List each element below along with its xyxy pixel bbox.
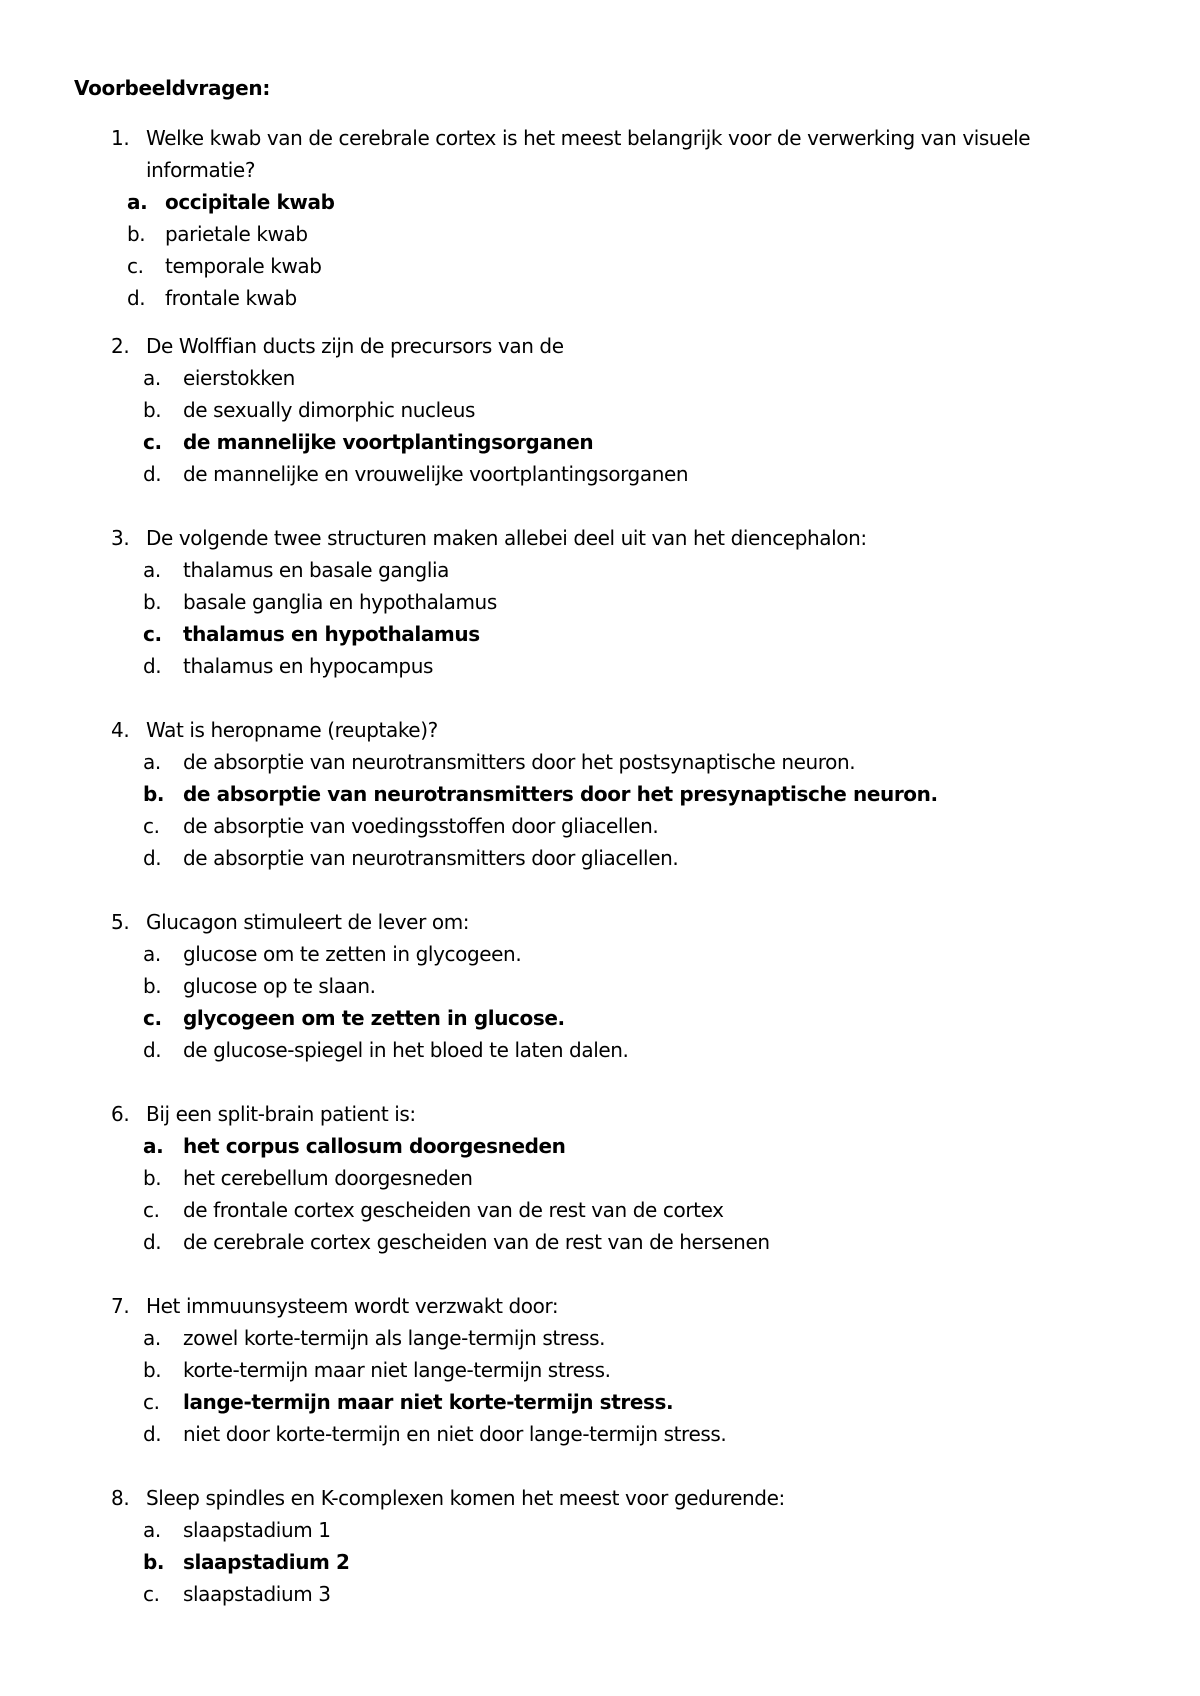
option-text: temporale kwab (165, 254, 322, 278)
option-text: de absorptie van neurotransmitters door het presynaptische neuron. (183, 782, 938, 806)
option-letter: b. (143, 590, 162, 614)
option-text: zowel korte-termijn als lange-termijn stress. (183, 1326, 606, 1350)
question-stem-row (0, 1482, 1200, 1514)
option-text: basale ganglia en hypothalamus (183, 590, 497, 614)
option-letter: c. (143, 1006, 162, 1030)
option-text: het corpus callosum doorgesneden (183, 1134, 566, 1158)
question-stem-row (0, 330, 1200, 362)
option-text: slaapstadium 3 (183, 1582, 331, 1606)
question-2 (0, 330, 1200, 490)
option-letter: d. (143, 846, 162, 870)
question-number: 8. (111, 1486, 130, 1510)
option-letter: c. (143, 814, 160, 838)
correct-answer-option (0, 778, 1200, 810)
question-5 (0, 906, 1200, 1066)
question-text: De volgende twee structuren maken allebei deel uit van het diencephalon: (146, 526, 867, 550)
option-text: eierstokken (183, 366, 295, 390)
question-number: 6. (111, 1102, 130, 1126)
option-letter: c. (143, 1582, 160, 1606)
answer-option (0, 746, 1200, 778)
option-text: slaapstadium 1 (183, 1518, 331, 1542)
question-number: 4. (111, 718, 130, 742)
answer-option (0, 1034, 1200, 1066)
answer-option (0, 1194, 1200, 1226)
answer-option (0, 218, 1200, 250)
option-text: slaapstadium 2 (183, 1550, 350, 1574)
question-stem-row (0, 522, 1200, 554)
option-text: de mannelijke voortplantingsorganen (183, 430, 594, 454)
option-text: lange-termijn maar niet korte-termijn stress. (183, 1390, 674, 1414)
option-letter: a. (143, 1326, 161, 1350)
answer-option (0, 554, 1200, 586)
answer-option (0, 1578, 1200, 1610)
question-number: 7. (111, 1294, 130, 1318)
option-letter: c. (143, 1198, 160, 1222)
answer-option (0, 650, 1200, 682)
answer-option (0, 394, 1200, 426)
option-text: de mannelijke en vrouwelijke voortplantingsorganen (183, 462, 689, 486)
option-text: glucose om te zetten in glycogeen. (183, 942, 522, 966)
answer-option (0, 282, 1200, 314)
option-text: korte-termijn maar niet lange-termijn stress. (183, 1358, 611, 1382)
option-letter: d. (143, 1038, 162, 1062)
option-letter: d. (143, 1230, 162, 1254)
answer-option (0, 1322, 1200, 1354)
option-text: de absorptie van neurotransmitters door het postsynaptische neuron. (183, 750, 856, 774)
correct-answer-option (0, 1546, 1200, 1578)
question-text: Welke kwab van de cerebrale cortex is het meest belangrijk voor de verwerking van visuele (146, 126, 1031, 150)
option-letter: b. (143, 1358, 162, 1382)
option-letter: b. (127, 222, 146, 246)
option-letter: b. (143, 398, 162, 422)
question-8 (0, 1482, 1200, 1610)
correct-answer-option (0, 186, 1200, 218)
option-letter: a. (127, 190, 148, 214)
option-letter: a. (143, 366, 161, 390)
option-letter: b. (143, 1166, 162, 1190)
correct-answer-option (0, 618, 1200, 650)
option-letter: c. (143, 1390, 160, 1414)
question-number: 1. (111, 126, 130, 150)
option-letter: d. (127, 286, 146, 310)
question-stem-row (0, 1290, 1200, 1322)
question-1 (0, 122, 1200, 314)
answer-option (0, 250, 1200, 282)
correct-answer-option (0, 1386, 1200, 1418)
answer-option (0, 810, 1200, 842)
question-3 (0, 522, 1200, 682)
question-7 (0, 1290, 1200, 1450)
option-text: thalamus en basale ganglia (183, 558, 449, 582)
option-text: de glucose-spiegel in het bloed te laten dalen. (183, 1038, 629, 1062)
option-letter: c. (143, 430, 162, 454)
option-text: glycogeen om te zetten in glucose. (183, 1006, 565, 1030)
question-number: 5. (111, 910, 130, 934)
answer-option (0, 842, 1200, 874)
option-letter: d. (143, 1422, 162, 1446)
question-text: De Wolffian ducts zijn de precursors van de (146, 334, 564, 358)
option-letter: a. (143, 558, 161, 582)
option-text: de frontale cortex gescheiden van de rest van de cortex (183, 1198, 724, 1222)
question-4 (0, 714, 1200, 874)
correct-answer-option (0, 1002, 1200, 1034)
option-text: de absorptie van neurotransmitters door gliacellen. (183, 846, 679, 870)
option-letter: a. (143, 942, 161, 966)
question-6 (0, 1098, 1200, 1258)
option-letter: d. (143, 462, 162, 486)
question-stem-row (0, 1098, 1200, 1130)
option-text: thalamus en hypocampus (183, 654, 434, 678)
answer-option (0, 1418, 1200, 1450)
correct-answer-option (0, 1130, 1200, 1162)
option-text: occipitale kwab (165, 190, 335, 214)
option-letter: a. (143, 750, 161, 774)
answer-option (0, 362, 1200, 394)
answer-option (0, 1514, 1200, 1546)
answer-option (0, 970, 1200, 1002)
option-text: de cerebrale cortex gescheiden van de rest van de hersenen (183, 1230, 770, 1254)
option-letter: c. (127, 254, 144, 278)
answer-option (0, 938, 1200, 970)
option-text: frontale kwab (165, 286, 297, 310)
answer-option (0, 586, 1200, 618)
question-text: Het immuunsysteem wordt verzwakt door: (146, 1294, 559, 1318)
question-text: Sleep spindles en K-complexen komen het meest voor gedurende: (146, 1486, 785, 1510)
page-title: Voorbeeldvragen: (74, 76, 271, 100)
question-stem-row (0, 714, 1200, 746)
question-text: Wat is heropname (reuptake)? (146, 718, 438, 742)
question-stem-row (0, 906, 1200, 938)
option-letter: c. (143, 622, 162, 646)
option-letter: b. (143, 974, 162, 998)
option-text: de absorptie van voedingsstoffen door gliacellen. (183, 814, 659, 838)
option-text: de sexually dimorphic nucleus (183, 398, 475, 422)
question-number: 2. (111, 334, 130, 358)
option-letter: a. (143, 1518, 161, 1542)
question-stem-row (0, 154, 1200, 186)
option-letter: a. (143, 1134, 164, 1158)
option-text: niet door korte-termijn en niet door lange-termijn stress. (183, 1422, 727, 1446)
option-letter: d. (143, 654, 162, 678)
question-stem-row (0, 122, 1200, 154)
option-letter: b. (143, 1550, 165, 1574)
answer-option (0, 1354, 1200, 1386)
question-text: Glucagon stimuleert de lever om: (146, 910, 470, 934)
option-text: parietale kwab (165, 222, 308, 246)
question-number: 3. (111, 526, 130, 550)
answer-option (0, 1226, 1200, 1258)
option-letter: b. (143, 782, 165, 806)
answer-option (0, 458, 1200, 490)
option-text: glucose op te slaan. (183, 974, 376, 998)
correct-answer-option (0, 426, 1200, 458)
answer-option (0, 1162, 1200, 1194)
question-text: informatie? (146, 158, 256, 182)
option-text: thalamus en hypothalamus (183, 622, 480, 646)
question-text: Bij een split-brain patient is: (146, 1102, 416, 1126)
option-text: het cerebellum doorgesneden (183, 1166, 473, 1190)
